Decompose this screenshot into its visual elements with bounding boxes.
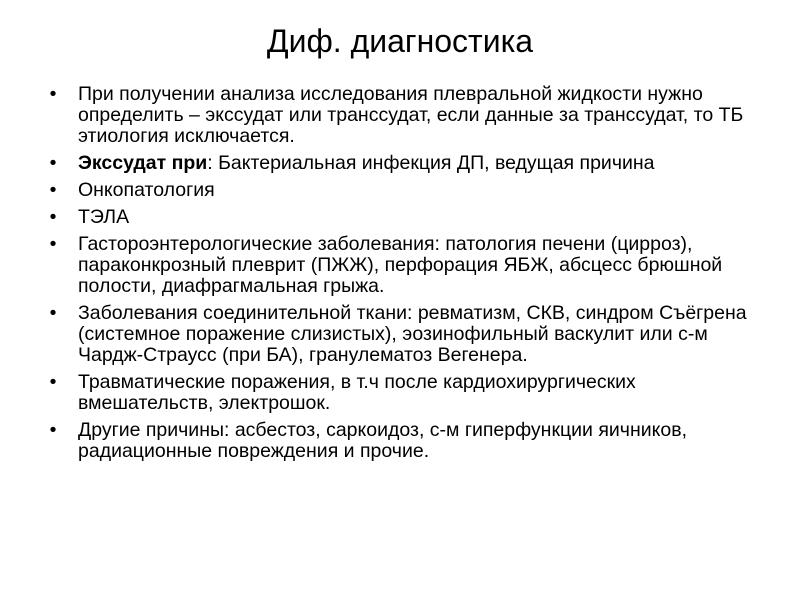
bullet-text bbox=[78, 153, 760, 174]
bullet-item-trauma bbox=[40, 372, 760, 414]
bullet-bold-label: Экссудат при bbox=[78, 152, 208, 174]
bullet-point-icon: • bbox=[49, 179, 57, 201]
bullet-point-icon: • bbox=[49, 233, 57, 255]
bullet-point-icon: • bbox=[49, 152, 57, 174]
bullet-item-pe bbox=[40, 207, 760, 228]
bullet-item-connective-tissue bbox=[40, 303, 760, 366]
bullet-item-exudate bbox=[40, 153, 760, 174]
bullet-item-pleural-analysis bbox=[40, 84, 760, 147]
bullet-item-other-causes bbox=[40, 420, 760, 462]
bullet-point-icon: • bbox=[49, 371, 57, 393]
bullet-text: Травматические поражения, в т.ч после кардиохирургических вмешательств, электрошок. bbox=[78, 371, 636, 414]
bullet-text-rest: : Бактериальная инфекция ДП, ведущая причина bbox=[207, 152, 655, 174]
bullet-text: ТЭЛА bbox=[78, 206, 130, 228]
bullet-point-icon: • bbox=[49, 206, 57, 228]
bullet-point-icon: • bbox=[49, 302, 57, 324]
bullet-point-icon: • bbox=[49, 83, 57, 105]
bullet-list bbox=[40, 84, 760, 468]
bullet-item-oncology bbox=[40, 180, 760, 201]
bullet-text: Заболевания соединительной ткани: ревматизм, СКВ, синдром Съёгрена (системное поражение слизистых), эозинофильный васкулит или с-м Чардж-Страусс (при БА), гранулематоз Вегенера. bbox=[78, 302, 747, 366]
slide-title: Диф. диагностика bbox=[266, 23, 534, 59]
bullet-point-icon: • bbox=[49, 419, 57, 441]
bullet-text: При получении анализа исследования плевральной жидкости нужно определить – экссудат или транссудат, если данные за транссудат, то ТБ этиология исключается. bbox=[78, 83, 744, 147]
bullet-text: Гастороэнтерологические заболевания: патология печени (цирроз), параконкрозный плеврит (ПЖЖ), перфорация ЯБЖ, абсцесс брюшной полости, диафрагмальная грыжа. bbox=[78, 233, 723, 297]
bullet-item-gastro bbox=[40, 234, 760, 297]
bullet-text: Онкопатология bbox=[78, 179, 215, 201]
bullet-text: Другие причины: асбестоз, саркоидоз, с-м гиперфункции яичников, радиационные повреждения и прочие. bbox=[78, 419, 687, 462]
